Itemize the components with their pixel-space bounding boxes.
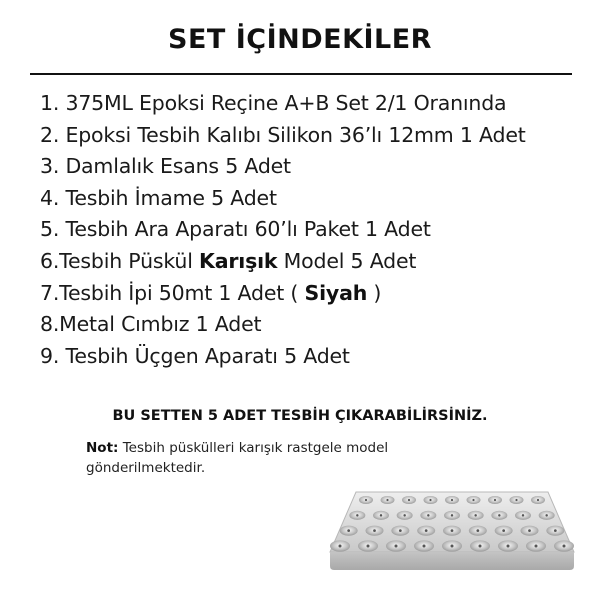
summary-text: BU SETTEN 5 ADET TESBİH ÇIKARABİLİRSİNİZ. [112,408,488,424]
list-item-text-suffix: Model 5 Adet [277,248,417,273]
note-body: Tesbih püskülleri karışık rastgele model gönderilmektedir. [86,440,389,476]
mold-cavity-hole [425,529,428,532]
list-item [40,309,600,341]
list-item-text: 2. Epoksi Tesbih Kalıbı Silikon 36’lı 12mm 1 Adet [40,122,526,147]
mold-cavity-hole [365,499,367,501]
list-item-emphasis: Siyah [304,280,368,305]
list-item-text-suffix: ) [367,280,382,305]
mold-cavity-hole [476,529,479,532]
mold-cavity-hole [507,545,510,548]
mold-cavity-hole [386,499,388,501]
mold-cavity-hole [451,545,454,548]
list-item [40,214,600,246]
list-item [40,341,600,373]
list-item-text: 8.Metal Cımbız 1 Adet [40,312,262,337]
list-item [40,88,600,120]
mold-cavity-hole [408,499,410,501]
mold-cavity-hole [380,514,382,516]
mold-cavity-hole [429,499,431,501]
mold-cavity-hole [498,514,500,516]
list-item [40,120,600,152]
mold-cavity-hole [528,529,531,532]
page-title: SET İÇİNDEKİLER [168,24,432,55]
mold-cavity-hole [347,529,350,532]
silicone-mold-image [328,488,576,572]
list-item-text: 3. Damlalık Esans 5 Adet [40,154,291,179]
mold-cavity-hole [554,529,557,532]
mold-cavity-hole [373,529,376,532]
note-text [86,438,506,478]
list-item-text: 5. Tesbih Ara Aparatı 60’lı Paket 1 Adet [40,217,431,242]
list-item-text: 1. 375ML Epoksi Reçine A+B Set 2/1 Oranında [40,91,507,115]
list-item-text: 9. Tesbih Üçgen Aparatı 5 Adet [40,343,350,368]
mold-cavity-hole [451,499,453,501]
mold-cavity-hole [399,529,402,532]
mold-cavity-hole [451,529,454,532]
mold-cavity-hole [474,514,476,516]
mold-cavity-hole [537,499,539,501]
list-item-emphasis: Karışık [199,248,278,273]
mold-cavity-hole [479,545,482,548]
mold-cavity-hole [423,545,426,548]
mold-cavity-hole [522,514,524,516]
list-item [40,151,600,183]
title-divider [30,73,572,75]
mold-cavity-hole [502,529,505,532]
mold-cavity-hole [403,514,405,516]
mold-cavity-hole [395,545,398,548]
mold-cavity-hole [563,545,566,548]
mold-cavity-hole [472,499,474,501]
contents-list [40,88,600,372]
mold-cavity-hole [515,499,517,501]
list-item-text: 6.Tesbih Püskül [40,248,200,273]
list-item [40,183,600,215]
mold-side-face [330,552,574,570]
mold-cavity-hole [535,545,538,548]
note-label: Not: [86,440,119,456]
mold-cavity-hole [356,514,358,516]
mold-cavity-hole [545,514,547,516]
mold-cavity-hole [367,545,370,548]
mold-cavity-hole [451,514,453,516]
list-item-text: 4. Tesbih İmame 5 Adet [40,185,277,210]
mold-cavity-hole [427,514,429,516]
list-item-text: 7.Tesbih İpi 50mt 1 Adet ( [40,280,305,305]
list-item [40,278,600,310]
mold-cavity-hole [339,545,342,548]
mold-cavity-hole [494,499,496,501]
list-item [40,246,600,278]
